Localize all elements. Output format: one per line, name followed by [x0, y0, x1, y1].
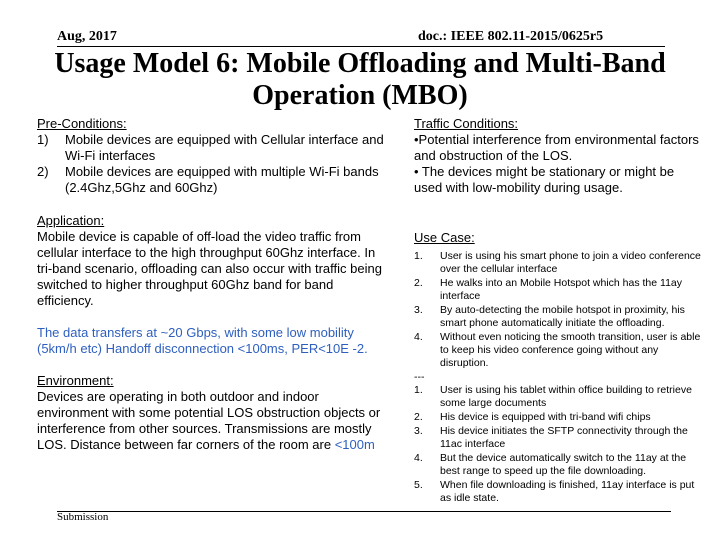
environment-heading: Environment: [37, 373, 114, 388]
list-item [414, 452, 704, 478]
footer-divider [57, 511, 671, 512]
list-number: 3. [414, 304, 423, 316]
list-number: 4. [414, 452, 423, 464]
slide-title: Usage Model 6: Mobile Offloading and Multi-Band Operation (MBO) [54, 48, 666, 111]
preconditions-heading: Pre-Conditions: [37, 116, 127, 131]
usecase-list-phone [414, 250, 704, 370]
usecase-heading: Use Case: [414, 230, 475, 245]
data-transfer-text: The data transfers at ~20 Gbps, with some low mobility (5km/h etc) Handoff disconnection <100ms, PER<10E -2. [37, 325, 368, 356]
list-number: 1. [414, 250, 423, 262]
traffic-item: •Potential interference from environmental factors and obstruction of the LOS. [414, 132, 699, 163]
list-number: 5. [414, 479, 423, 491]
list-item [37, 132, 387, 164]
list-number: 4. [414, 331, 423, 343]
list-item [37, 164, 387, 196]
list-text: Mobile devices are equipped with multiple Wi-Fi bands (2.4Ghz,5Ghz and 60Ghz) [65, 164, 379, 195]
list-text: Mobile devices are equipped with Cellular interface and Wi-Fi interfaces [65, 132, 384, 163]
list-item [414, 411, 704, 424]
list-text: By auto-detecting the mobile hotspot in proximity, his smart phone automatically initiate the offloading. [440, 304, 685, 329]
environment-text [37, 389, 387, 453]
header-divider [57, 46, 665, 47]
header-doc-id: doc.: IEEE 802.11-2015/0625r5 [418, 29, 604, 44]
traffic-item: • The devices might be stationary or might be used with low-mobility during usage. [414, 164, 675, 195]
application-heading: Application: [37, 213, 105, 228]
list-text: Without even noticing the smooth transition, user is able to keep his video conference going without any disruption. [440, 331, 701, 369]
list-text: His device initiates the SFTP connectivity through the 11ac interface [440, 425, 688, 450]
list-text: But the device automatically switch to the 11ay at the best range to speed up the file downloading. [440, 452, 687, 477]
list-item [414, 425, 704, 451]
list-text: User is using his tablet within office building to retrieve some large documents [440, 384, 692, 409]
list-number: 1. [414, 384, 423, 396]
list-item [414, 277, 704, 303]
application-text: Mobile device is capable of off-load the video traffic from cellular interface to the high throughput 60Ghz interface. In tri-band scenario, offloading can also occur with traffic being switched to higher throughput 60Ghz band for band efficiency. [37, 229, 382, 308]
list-number: 2. [414, 277, 423, 289]
header-date: Aug, 2017 [57, 29, 117, 44]
environment-description: Devices are operating in both outdoor and indoor environment with some potential LOS obstruction objects or interference from other sources. Transmissions are mostly LOS. Distance between far corners of the room are [37, 389, 381, 452]
list-text: User is using his smart phone to join a video conference over the cellular interface [440, 250, 701, 275]
footer-submission: Submission [57, 511, 109, 523]
list-item [414, 479, 704, 505]
list-text: When file downloading is finished, 11ay interface is put as idle state. [440, 479, 695, 504]
usecase-separator: --- [414, 371, 425, 383]
traffic-heading: Traffic Conditions: [414, 116, 519, 131]
usecase-list-tablet [414, 384, 704, 505]
preconditions-list [37, 132, 387, 196]
list-text: His device is equipped with tri-band wifi chips [440, 411, 651, 423]
list-item [414, 331, 704, 370]
list-item [414, 250, 704, 276]
environment-distance: <100m [334, 437, 375, 452]
list-number: 1) [37, 132, 49, 147]
list-number: 3. [414, 425, 423, 437]
list-item [414, 384, 704, 410]
list-number: 2) [37, 164, 49, 179]
left-column [37, 116, 387, 453]
right-column [414, 116, 704, 506]
list-text: He walks into an Mobile Hotspot which has the 11ay interface [440, 277, 683, 302]
list-number: 2. [414, 411, 423, 423]
list-item [414, 304, 704, 330]
